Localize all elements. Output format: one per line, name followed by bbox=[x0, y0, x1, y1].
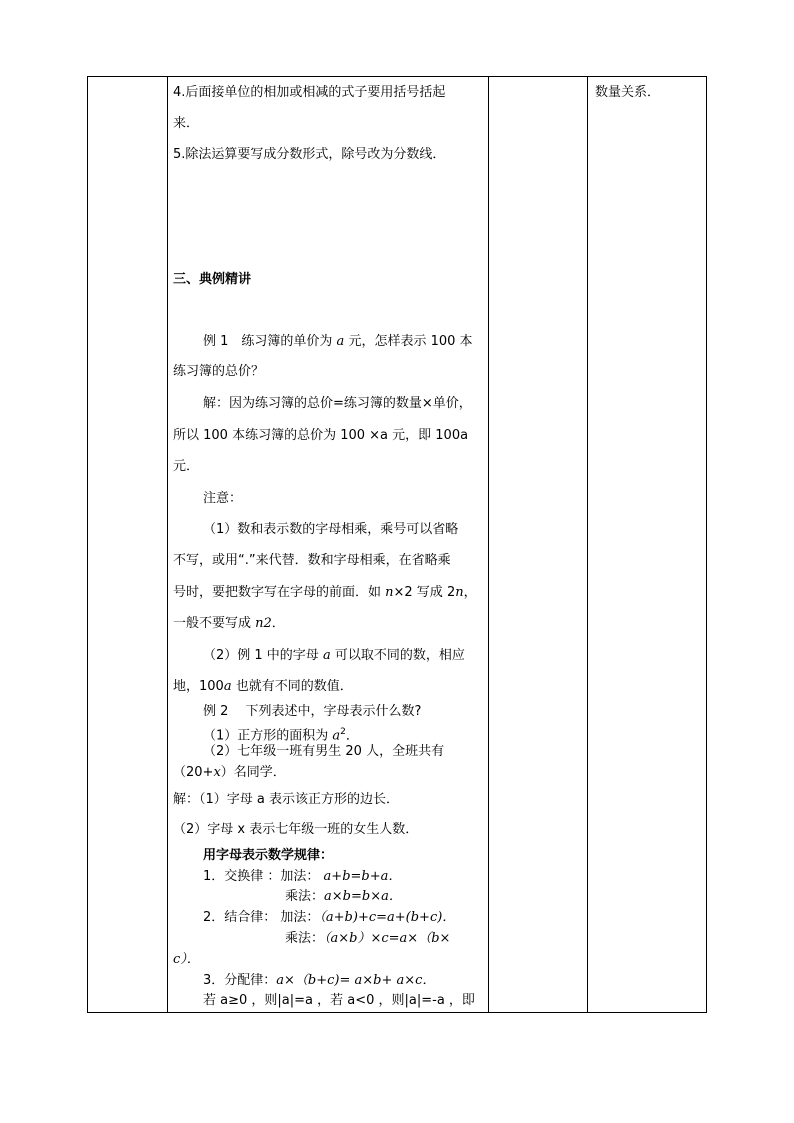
rule-4-line-1: 4.后面接单位的相加或相减的式子要用括号括起 bbox=[173, 85, 446, 100]
rule-5: 5.除法运算要写成分数形式，除号改为分数线． bbox=[173, 147, 446, 162]
table-col-border-3 bbox=[488, 76, 489, 1013]
example-2-solution-2: （2）字母 x 表示七年级一班的女生人数． bbox=[173, 822, 419, 837]
law-3-distributive: 3．分配律：a×（b+c)= a×b+ a×c． bbox=[203, 973, 436, 988]
section-heading-examples: 三、典例精讲 bbox=[173, 272, 252, 287]
law-1-addition: 1．交换律 ：加法： a+b=b+a． bbox=[203, 869, 402, 884]
table-col-border-4 bbox=[587, 76, 588, 1013]
example-1-question-line-1: 例 1 练习簿的单价为 a 元，怎样表示 100 本 bbox=[203, 334, 473, 349]
note-1-line-2: 不写，或用“.”来代替．数和字母相乘，在省略乘 bbox=[173, 553, 451, 568]
law-2-multiplication-line-1: 乘法：（a×b）×c=a×（b× bbox=[285, 931, 451, 946]
note-2-line-1: （2）例 1 中的字母 a 可以取不同的数，相应 bbox=[203, 648, 465, 663]
law-2-addition: 2．结合律： 加法：（a+b)+c=a+(b+c)． bbox=[203, 910, 456, 925]
example-2-item-2-line-2: （20+x）名同学． bbox=[173, 765, 286, 780]
table-col-border-1 bbox=[87, 76, 88, 1013]
note-2-line-2: 地，100a 也就有不同的数值． bbox=[173, 679, 353, 694]
example-1-solution-line-2: 所以 100 本练习簿的总价为 100 ×a 元，即 100a bbox=[173, 428, 469, 443]
laws-heading: 用字母表示数学规律： bbox=[203, 848, 334, 863]
example-1-solution-line-1: 解：因为练习簿的总价=练习簿的数量×单价， bbox=[203, 396, 472, 411]
example-1-question-line-2: 练习簿的总价？ bbox=[173, 364, 265, 379]
right-column-note: 数量关系． bbox=[595, 85, 661, 100]
table-cell-right-notes bbox=[589, 76, 705, 1013]
table-col-border-5 bbox=[706, 76, 707, 1013]
notes-label: 注意： bbox=[203, 491, 243, 506]
example-1-solution-line-3: 元． bbox=[173, 459, 200, 474]
note-1-line-4: 一般不要写成 n2． bbox=[173, 616, 285, 631]
example-2-item-2-line-1: （2）七年级一班有男生 20 人，全班共有 bbox=[203, 744, 445, 759]
note-1-line-1: （1）数和表示数的字母相乘，乘号可以省略 bbox=[203, 522, 459, 537]
law-2-multiplication-line-2: c）． bbox=[173, 952, 200, 967]
note-1-line-3: 号时，要把数字写在字母的前面．如 n×2 写成 2n， bbox=[173, 585, 477, 600]
table-cell-lesson-content bbox=[169, 76, 487, 1013]
law-1-multiplication: 乘法：a×b=b×a． bbox=[285, 889, 402, 904]
example-2-solution-1: 解：（1）字母 a 表示该正方形的边长． bbox=[173, 792, 400, 807]
example-2-item-1: （1）正方形的面积为 $a^2$． bbox=[203, 727, 359, 744]
absolute-value-rule: 若 a≥0 ，则|a|=a ，若 a<0 ，则|a|=-a ，即 bbox=[203, 993, 475, 1008]
rule-4-line-2: 来． bbox=[173, 116, 200, 131]
example-2-question: 例 2 下列表述中，字母表示什么数? bbox=[203, 704, 422, 719]
table-col-border-2 bbox=[167, 76, 168, 1013]
